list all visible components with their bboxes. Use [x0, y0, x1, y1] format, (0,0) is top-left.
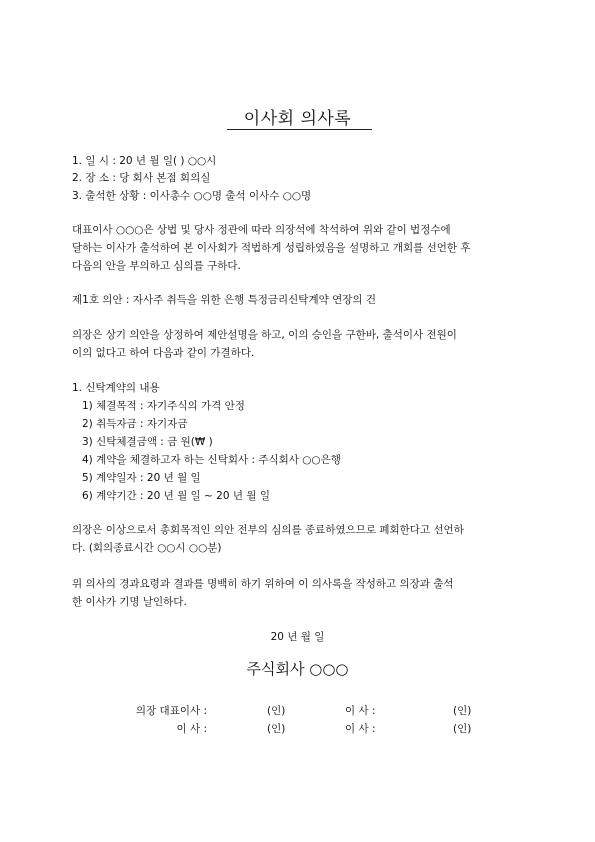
signature-seal-director: (인)	[453, 723, 472, 735]
document-date: 20 년 월 일	[270, 631, 325, 643]
closing-line-2: 다. (회의종료시간 ○○시 ○○분)	[72, 542, 222, 554]
chair-statement-line-1: 의장은 상기 의안을 상정하여 제안설명을 하고, 이의 승인을 구한바, 출석이사 전원이	[72, 329, 457, 341]
intro-line-2: 달하는 이사가 출석하여 본 이사회가 적법하게 성립하였음을 설명하고 개회를 선언한 후	[72, 242, 471, 254]
record-line-1: 위 의사의 경과요령과 결과를 명백히 하기 위하여 이 의사록을 작성하고 의장과 출석	[72, 578, 454, 590]
meeting-place: 2. 장 소 : 당 회사 본점 회의실	[72, 172, 211, 184]
title-underline	[227, 129, 372, 130]
signature-label-chair: 의장 대표이사 :	[135, 705, 207, 717]
contract-heading: 1. 신탁계약의 내용	[72, 382, 160, 394]
signature-label-director: 이 사 :	[345, 723, 376, 735]
attendance-status: 3. 출석한 상황 : 이사총수 ○○명 출석 이사수 ○○명	[72, 190, 312, 202]
signature-seal-director: (인)	[453, 705, 472, 717]
signature-label-director: 이 사 :	[345, 705, 376, 717]
contract-item-purpose: 1) 체결목적 : 자기주식의 가격 안정	[82, 400, 245, 412]
signature-row-1	[0, 703, 595, 717]
closing-line-1: 의장은 이상으로서 총회목적인 의안 전부의 심의를 종료하였으므로 폐회한다고 선언하	[72, 524, 464, 536]
meeting-datetime: 1. 일 시 : 20 년 월 일( ) ○○시	[72, 155, 217, 167]
contract-item-period: 6) 계약기간 : 20 년 월 일 ~ 20 년 월 일	[82, 490, 270, 502]
chair-statement-line-2: 이의 없다고 하여 다음과 같이 가결하다.	[72, 347, 255, 359]
signature-label-director: 이 사 :	[176, 723, 207, 735]
signature-row-2	[0, 721, 595, 735]
signature-seal-director: (인)	[267, 723, 286, 735]
contract-item-trust-company: 4) 계약을 체결하고자 하는 신탁회사 : 주식회사 ○○은행	[82, 454, 341, 466]
contract-item-date: 5) 계약일자 : 20 년 월 일	[82, 472, 201, 484]
contract-item-funds: 2) 취득자금 : 자기자금	[82, 418, 188, 430]
company-name: 주식회사 ○○○	[246, 660, 349, 678]
document-title: 이사회 의사록	[243, 109, 352, 129]
signature-seal-chair: (인)	[267, 705, 286, 717]
intro-line-1: 대표이사 ○○○은 상법 및 당사 정관에 따라 의장석에 착석하여 위와 같이 법정수에	[72, 224, 451, 236]
contract-item-amount: 3) 신탁체결금액 : 금 원(₩ )	[82, 436, 213, 448]
record-line-2: 한 이사가 기명 날인하다.	[72, 596, 187, 608]
intro-line-3: 다음의 안을 부의하고 심의를 구하다.	[72, 260, 241, 272]
agenda-title: 제1호 의안 : 자사주 취득을 위한 은행 특정금리신탁계약 연장의 건	[72, 294, 376, 306]
